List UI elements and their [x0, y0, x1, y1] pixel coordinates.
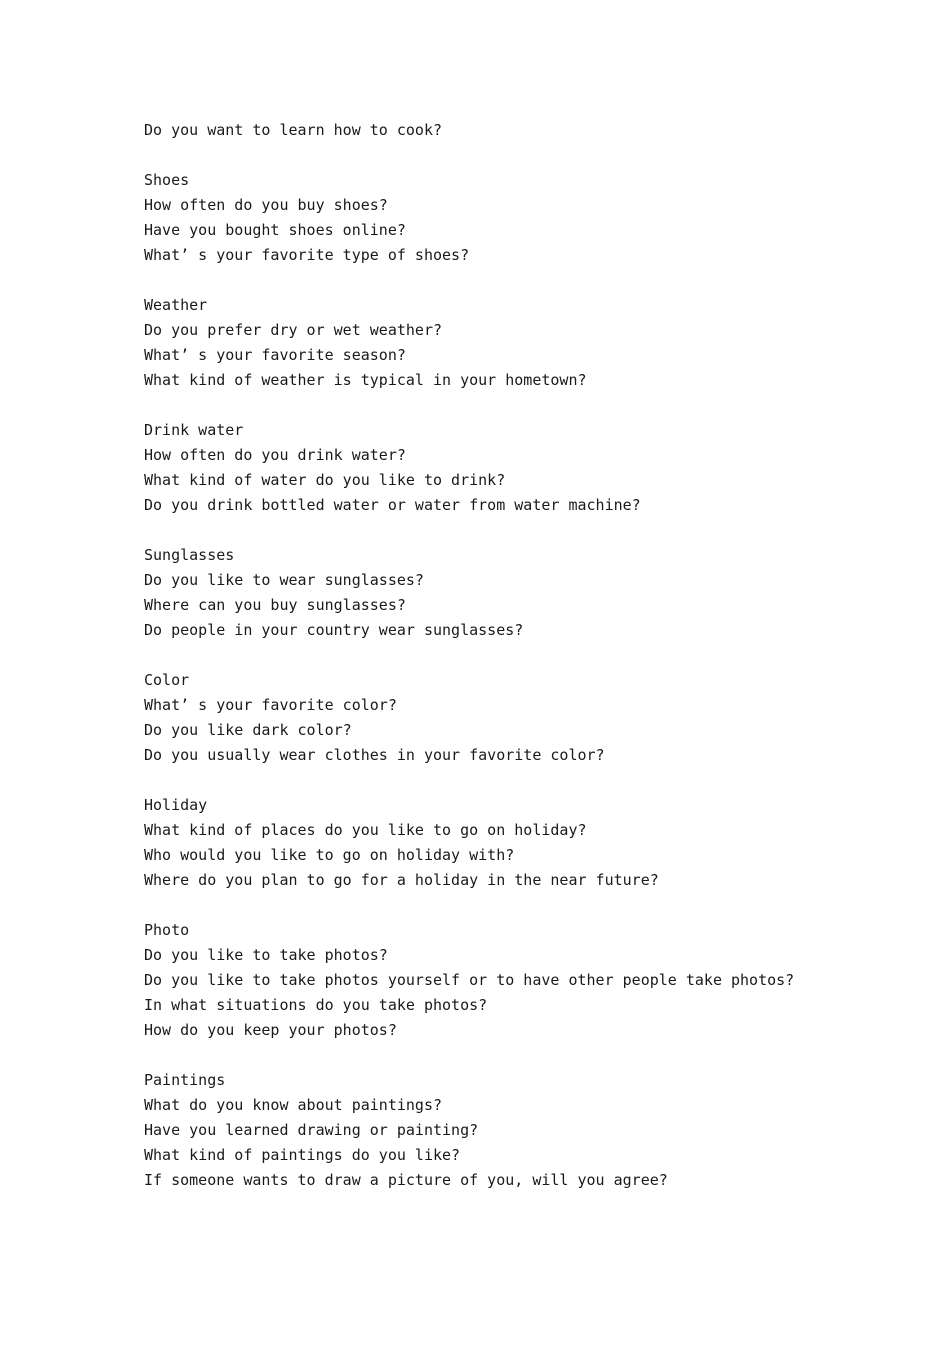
section-title: Shoes	[144, 171, 190, 189]
section-title: Sunglasses	[144, 546, 235, 564]
section-title: Color	[144, 671, 190, 689]
question-item: Do you like to take photos yourself or to have other people take photos?	[144, 971, 795, 989]
question-item: What’ s your favorite color?	[144, 696, 397, 714]
document-content	[144, 118, 924, 1193]
question-item: What’ s your favorite type of shoes?	[144, 246, 470, 264]
question-item: What kind of water do you like to drink?	[144, 471, 506, 489]
question-item: Do you drink bottled water or water from water machine?	[144, 496, 641, 514]
section-title: Paintings	[144, 1071, 226, 1089]
question-item: What kind of places do you like to go on holiday?	[144, 821, 587, 839]
question-item: Where do you plan to go for a holiday in the near future?	[144, 871, 659, 889]
intro-question: Do you want to learn how to cook?	[144, 121, 443, 139]
section-shoes	[144, 168, 924, 268]
question-item: Do you usually wear clothes in your favorite color?	[144, 746, 605, 764]
section-title: Holiday	[144, 796, 208, 814]
question-item: What’ s your favorite season?	[144, 346, 406, 364]
question-item: Have you learned drawing or painting?	[144, 1121, 479, 1139]
question-item: Do people in your country wear sunglasses?	[144, 621, 524, 639]
question-item: Do you like to take photos?	[144, 946, 388, 964]
section-holiday	[144, 793, 924, 893]
question-item: Do you like to wear sunglasses?	[144, 571, 424, 589]
section-color	[144, 668, 924, 768]
question-item: Do you like dark color?	[144, 721, 352, 739]
question-item: Do you prefer dry or wet weather?	[144, 321, 443, 339]
section-sunglasses	[144, 543, 924, 643]
question-item: In what situations do you take photos?	[144, 996, 488, 1014]
section-paintings	[144, 1068, 924, 1193]
question-item: How do you keep your photos?	[144, 1021, 397, 1039]
question-item: What kind of weather is typical in your hometown?	[144, 371, 587, 389]
question-item: Where can you buy sunglasses?	[144, 596, 406, 614]
section-weather	[144, 293, 924, 393]
question-item: How often do you drink water?	[144, 446, 406, 464]
section-title: Drink water	[144, 421, 244, 439]
section-title: Photo	[144, 921, 190, 939]
question-item: What do you know about paintings?	[144, 1096, 443, 1114]
section-drink-water	[144, 418, 924, 518]
section-photo	[144, 918, 924, 1043]
section-title: Weather	[144, 296, 208, 314]
question-item: What kind of paintings do you like?	[144, 1146, 461, 1164]
question-item: If someone wants to draw a picture of you, will you agree?	[144, 1171, 668, 1189]
question-item: Have you bought shoes online?	[144, 221, 406, 239]
question-item: How often do you buy shoes?	[144, 196, 388, 214]
question-item: Who would you like to go on holiday with?	[144, 846, 515, 864]
